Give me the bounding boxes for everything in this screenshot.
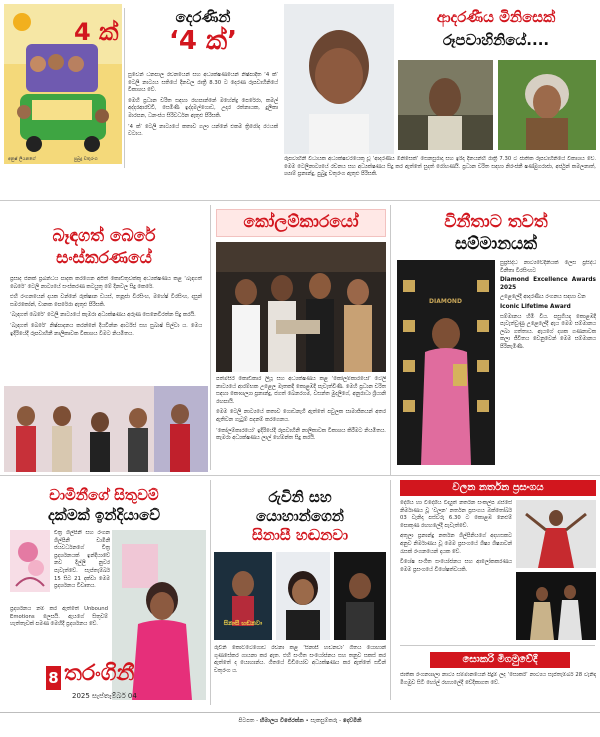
drama-cast-photo-art	[4, 386, 208, 472]
headline-ruwini-line2: යොහාන්ගෙන්	[256, 507, 344, 525]
dancer-photo-1-art	[516, 500, 596, 568]
singer-portrait-yohan-art	[334, 552, 386, 640]
column-rule	[390, 480, 391, 700]
dancer-photo-2-art	[516, 572, 596, 640]
footer-name-1: හිමාලය විජේරත්න	[259, 718, 304, 724]
song-cover-title: සිනාසී හඬනවා	[223, 620, 263, 627]
actor-still-1-art	[398, 60, 493, 150]
dancer-photo-1	[516, 500, 596, 568]
article-award-body	[500, 260, 596, 470]
page-number: 8	[46, 666, 61, 690]
footer-credits: පිටපත - හිමාලය විජේරත්න • සැකසුම්කරු - දෙව්මිනි	[238, 718, 362, 724]
headline-chamini-line1: චාමිනීගේ සිතුවම්	[49, 486, 159, 504]
poster-caption-left: අනුෂ් ලියනගේ	[8, 157, 36, 162]
paragraph: විශේෂ සංගීත සංයෝජනය සහ ආලෝකකරණය මෙම ප්‍රසංගයේ විශේෂත්වයකි.	[400, 559, 512, 573]
singer-portrait-yohan	[334, 552, 386, 640]
ceremony-photo	[216, 242, 386, 372]
award-title: Iconic Lifetime Award	[500, 303, 571, 310]
article-chamini-body-bottom: ප්‍රදර්ශනය නම් කර ඇත්තේ Unbound Emotions ලෙසයි. ඇයගේ සිතුවම් හැත්තෑවක් පමණ මෙහිදී ප්‍රදර්ශනය වේ.	[10, 606, 108, 628]
article-recognized-body: රූපවාහිනී විධායක අධ්‍යක්ෂවරයෙකු වූ ‘ආදරණීය මිනිසෙක්’ සෙනසුරාදා සහ ඉරිදා දිනයන්හි රාත්‍රී 7.30 ට ජාතික රූපවාහිනියේ විකාශය වේ. මෙම ටෙලිනාට්‍යයේ රචනය සහ අධ්‍යක්ෂණය සිදු කර ඇත්තේ සුදත් රෝහණයි. ප්‍රධාන චරිත සඳහා නිරංජනී ෂණ්මුගරාජා, අර්ජුන් කමලනාත්, ශ්‍යාම් ප්‍රනාන්දු, පුබුදු චතුරංග ඇතුළු පිරිසකි.	[284, 156, 596, 178]
painting-artwork-art	[10, 530, 50, 592]
headline-bedagath-line1: බෑඳගත් බෙරේ	[52, 226, 156, 246]
masthead-date: 2025 සැප්තැම්බර් 04	[72, 692, 137, 700]
column-rule	[210, 205, 211, 470]
column-rule	[390, 205, 391, 475]
paragraph: පත්මසිරි කොඩිකාර ලියූ සහ අධ්‍යක්ෂණය කළ ‘කෝලම්කාරයෝ’ ටෙලි නාට්‍යයේ ආරම්භක උළෙල මෑතකදී කොළඹදී පැවැත්විණි. මෙහි ප්‍රධාන චරිත සඳහා කෞශල්‍යා ප්‍රනාන්දු, ජගත් බෙනරගම, වසන්ත මුදලිගේ, අනුරාධා ශ්‍රියානි රඟපායි.	[216, 376, 386, 405]
headline-ruwini-line3: සිනාසී හඬනවා	[251, 526, 349, 544]
headline-chamini-line2: දක්මක් ඉන්දියාවේ	[48, 506, 160, 524]
dancer-photo-2	[516, 572, 596, 640]
footer-name-2: දෙව්මිනි	[342, 718, 362, 724]
painting-artwork	[10, 530, 50, 592]
paragraph: මෙම ටෙලි නාට්‍යයේ කතාව ගොඩනැගී ඇත්තේ පවුලක සාමාජිකයන් අතර ඇතිවන ගැටුම් පදනම් කරගෙනය.	[216, 409, 386, 423]
drama-cast-photo	[4, 386, 208, 472]
article-chamini-body-top: චිත්‍ර ශිල්පිනී සහ රංගන ශිල්පිනී චාමිනී ජයවර්ධනගේ චිත්‍ර ප්‍රදර්ශනයක් ඉන්දියාවේ නව දිල්ලි නුවර පැවැත්වේ. සැප්තැම්බර් 15 සිට 21 දක්වා මෙම ප්‍රදර්ශනය විවෘතය.	[54, 530, 110, 590]
award-winner-photo	[397, 260, 495, 465]
award-text-2: උළෙලේදී ආදරණීය රංගනය සඳහා වන	[500, 294, 586, 301]
footer-label-2: සැකසුම්කරු	[310, 718, 338, 724]
section-rule	[400, 645, 595, 646]
kolam-headline-box	[216, 209, 386, 237]
article-kolam-body	[216, 376, 386, 472]
article-4k-body	[128, 72, 278, 197]
paragraph: ‘4 ක්’ ටෙලි නාට්‍යයේ කතාව ගලා යන්නේ එකම ත්‍රිරෝද රථයක් වටාය.	[128, 123, 278, 138]
headline-award-line2: සම්මානයක්	[454, 234, 538, 254]
headline-recognized-line2: රූපවාහිනියේ....	[442, 31, 550, 49]
actress-portrait	[284, 4, 394, 154]
headline-dance: වලන නර්තන ප්‍රසංගය	[400, 480, 596, 496]
paragraph: මෙහි ප්‍රධාන චරිත සඳහා රඟපාන්නේ මහේන්ද්‍ර පෙරේරා, කමල් අද්දරආරච්චි, සෙමිණි ඉද්දමල්ගොඩ, උදාර රත්නායක, දුලීකා මාරපන, ධනංජය සිරිවර්ධන ඇතුළු පිරිසකි.	[128, 97, 278, 119]
column-rule	[210, 480, 211, 705]
paragraph: දේශීය හා විදේශීය විද්‍යුත් නර්තන සංකල්ප ඔස්සේ නිර්මාණය වූ ‘වලන’ නර්තන ප්‍රසංගය ඔක්තෝබර් 03 වැනිදා පස්වරු 6.30 ට කොළඹ නෙළුම් පොකුණ රඟහලේදී පැවැත්වේ.	[400, 500, 512, 529]
paragraph: ‘කෝලම්කාරයෝ’ ඉදිරියේදී රූපවාහිනී නාලිකාවක විකාශය කිරීමට නියමිතය. කැමරා අධ්‍යක්ෂණය ලාල් හේමන්ත සිදු කරයි.	[216, 427, 386, 442]
award-text-1: සුප්‍රසිද්ධ නාට්‍යවේදිනියක් ලෙස ප්‍රසිද්ධ විනීතා වීරසිංහට	[500, 260, 596, 274]
headline-ruwini-line1: රුවිනි සහ	[268, 488, 332, 506]
footer-rule	[0, 712, 600, 713]
paragraph: ‘බැඳගත් බෙරේ’ ටෙලි නාට්‍යයේ කැමරා අධ්‍යක්ෂණය අරුණ සෙනෙවිරත්න සිදු කරයි.	[10, 312, 196, 319]
paragraph: සුවෙන් ධනපාල රචනයෙන් සහ අධ්‍යක්ෂණයෙන් නිෂ්පාදිත ‘4 ක්’ ටෙලි නාට්‍යය සතියේ දිනවල රාත්‍රී 8.30 ට දෙරණ රූපවාහිනියේ විකාශය වේ.	[128, 72, 278, 94]
headline-sokari: සොකරි මිගමුවේදී	[430, 652, 570, 668]
actor-still-2	[498, 60, 596, 150]
award-banner-text: DIAMOND	[429, 298, 462, 305]
section-rule	[0, 475, 600, 476]
singer-portrait-ruwini	[276, 552, 330, 640]
actor-still-2-art	[498, 60, 596, 150]
footer-label-1: පිටපත	[238, 718, 255, 724]
award-text-3: සම්මානය හිමි විය. පසුගියදා කොළඹදී පැවැත්වුණු උළෙලේදී ඇය මෙම සම්මානය ලබා ගත්තාය. ඇයගේ දශක ගණනාවක කලා ජීවිතය වෙනුවෙන් මෙම සම්මානය පිරිනැමිණි.	[500, 313, 596, 350]
paragraph: ‘බැඳගත් බෙරේ’ නිෂ්පාදනය කරන්නේ දියවින්න ආර්ට්ස් සහ සුබාෂ් සිල්වා ය. මෙය ඉදිරියේදී රූපවාහිනී නාලිකාවක විකාශය වීමට නියමිතය.	[10, 322, 202, 337]
poster-caption-right: පුබුදු චතුරංග	[74, 157, 98, 162]
column-rule	[124, 8, 125, 168]
headline-recognized-line1: ආදරණීය මිනිසෙක්	[436, 8, 556, 26]
headline-4k-line1: දෙරණින්	[175, 8, 231, 26]
headline-bedagath-line2: සංස්කරණයේ	[56, 248, 152, 268]
ceremony-photo-art	[216, 242, 386, 372]
singer-portrait-ruwini-art	[276, 552, 330, 640]
poster-title: 4 ක්	[74, 18, 119, 46]
tv-series-poster-art	[4, 4, 122, 164]
actress-portrait-art	[284, 4, 394, 154]
tv-series-poster	[4, 4, 122, 164]
headline-kolam: කෝලම්කාරයෝ	[243, 212, 359, 232]
headline-4k-line2: ‘4 ක්’	[168, 26, 237, 56]
section-rule	[0, 200, 600, 201]
award-event-name: Diamond Excellence Awards 2025	[500, 277, 596, 291]
masthead-logo: තරංගිනී	[64, 660, 135, 686]
article-ruwini-body: රුවිනි කොට්ටෙගොඩ රචනා කළ ‘සිනාසී හඬනවා’ ගීතය යොහාන් ගුණසේකර ගායනා කර ඇත. එහි සංගීත සංයෝජනය සහ තනුව සකස් කර ඇත්තේ ද යොහාන්ය. ගීතයේ වීඩියෝව අධ්‍යක්ෂණය කර ඇත්තේ සචින් චතුරංග ය.	[214, 645, 386, 674]
paragraph: එහි රංගනයෙන් දායක වන්නේ රුක්ෂාන ඩයස්, තනූජා වීරසිංහ, මහේෂ් වීරසිංහ, දසුන් සමරකෝන්, චානක පෙරේරා ඇතුළු පිරිසකි.	[10, 294, 202, 308]
article-bedagath-body	[10, 276, 202, 384]
paragraph: අතුලා ප්‍රනාන්දු නර්තන ශිල්පිනියගේ අදහසකට අනුව නිර්මාණය වූ මෙම ප්‍රසංගයේ ශිෂ්‍ය ශිෂ්‍යාවන් රැසක් රංගනයෙන් දායක වේ.	[400, 533, 512, 555]
song-cover-art	[214, 552, 272, 640]
actor-still-1	[398, 60, 493, 150]
award-winner-photo-art	[397, 260, 495, 465]
article-sokari-body: ජාතික රංගනශාලා නාට්‍ය සම්මානයෙන් පිදුම් ලද ‘සොකරි’ නාට්‍යය සැප්තැම්බර් 28 වැනිදා මිගමුව සිටි හෝල් රඟහලේදී වේදිකාගත වේ.	[400, 672, 596, 686]
paragraph: ප්‍රසාද ජනක් ප්‍රබන්ධය පාදක කරගෙන අජිත් කොඩිතුවක්කු අධ්‍යක්ෂණය කළ ‘බැඳගත් බෙරේ’ ටෙලි නාට්‍යයේ සංස්කරණ කටයුතු මේ දිනවල සිදු කෙරේ.	[10, 276, 202, 290]
article-dance-body	[400, 500, 512, 642]
headline-award-line1: විනීතාට තවත්	[444, 212, 548, 232]
